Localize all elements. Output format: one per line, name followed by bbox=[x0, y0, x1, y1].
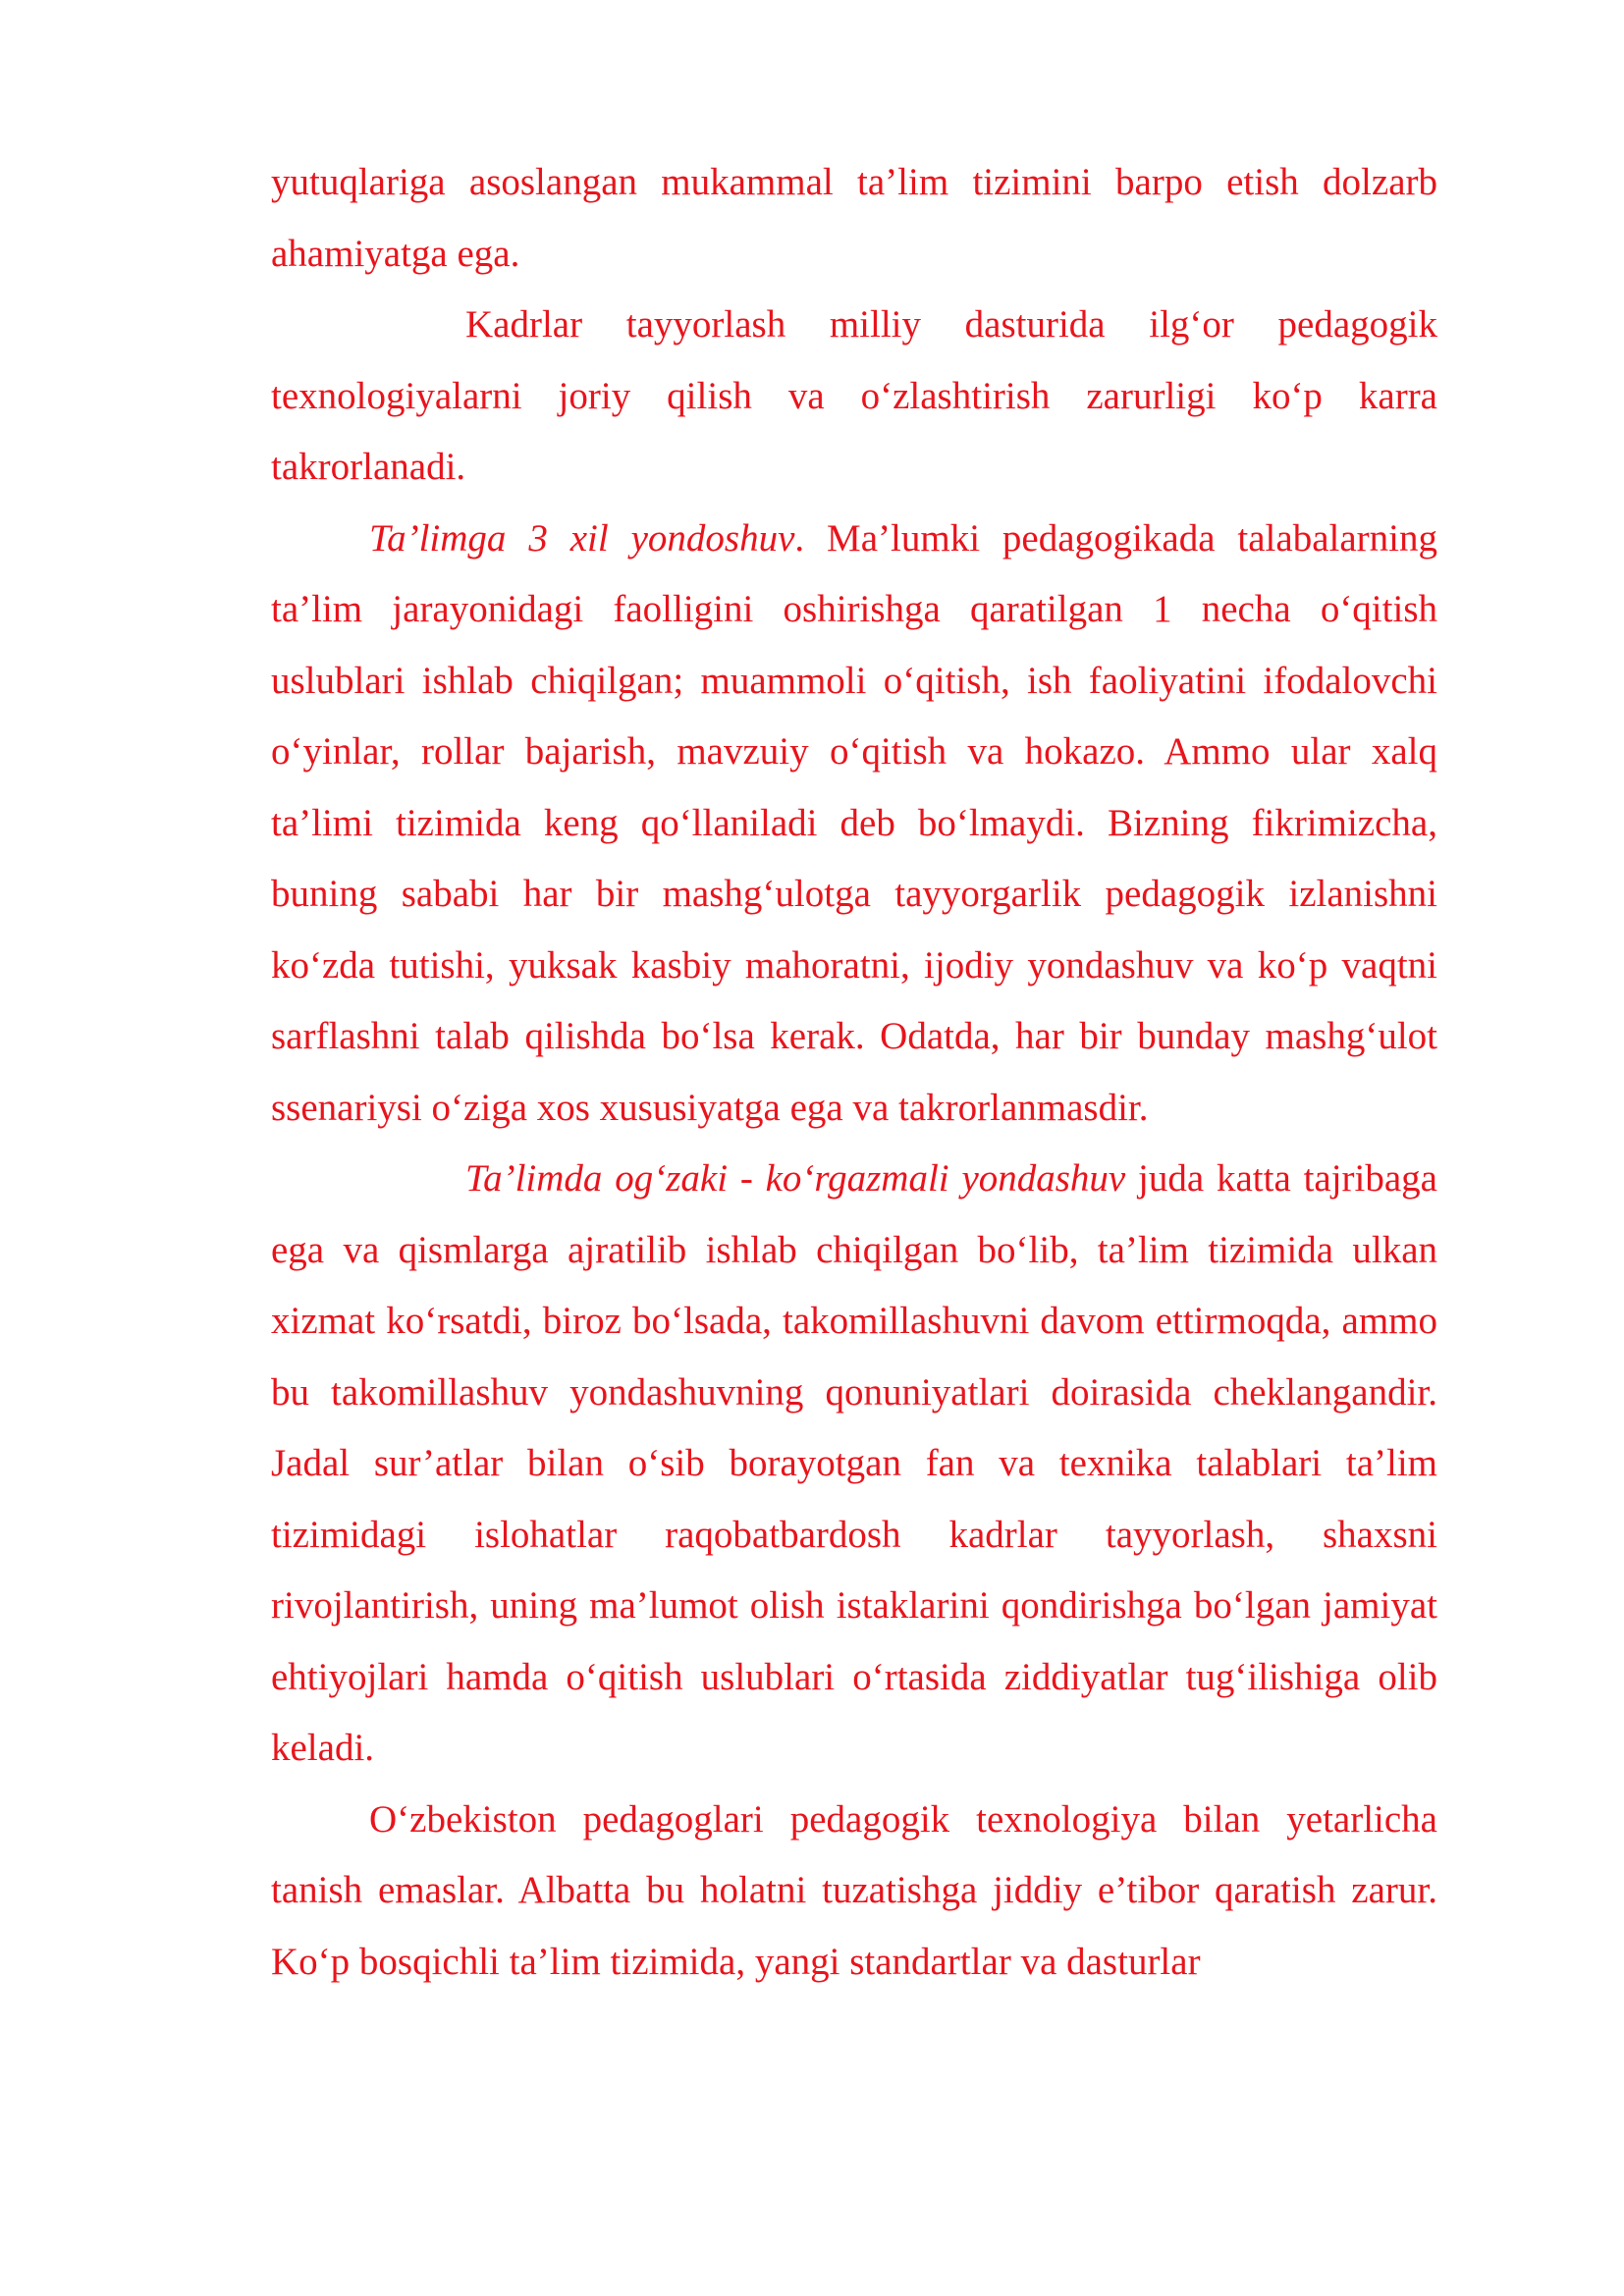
paragraph-1 bbox=[271, 147, 1437, 290]
paragraph-3 bbox=[271, 504, 1437, 1145]
paragraph-4-text: juda katta tajribaga ega va qismlarga ajratilib ishlab chiqilgan bo‘lib, ta’lim tizimida ulkan xizmat ko‘rsatdi, biroz bo‘lsada, takomillashuvni davom ettirmoqda, ammo bu takomillashuv yondashuvning qonuniyatlari doirasida cheklangandir. Jadal sur’atlar bilan o‘sib borayotgan fan va texnika talablari ta’lim tizimidagi islohatlar raqobatbardosh kadrlar tayyorlash, shaxsni rivojlantirish, uning ma’lumot olish istaklarini qondirishga bo‘lgan jamiyat ehtiyojlari hamda o‘qitish uslublari o‘rtasida ziddiyatlar tug‘ilishiga olib keladi. bbox=[271, 1157, 1437, 1769]
paragraph-4 bbox=[271, 1144, 1437, 1785]
paragraph-5 bbox=[271, 1785, 1437, 1999]
paragraph-2 bbox=[271, 290, 1437, 504]
paragraph-1-text: yutuqlariga asoslangan mukammal ta’lim tizimini barpo etish dolzarb ahamiyatga ega. bbox=[271, 161, 1437, 275]
paragraph-3-heading: Ta’limga 3 xil yondoshuv bbox=[369, 516, 795, 560]
paragraph-3-text: . Ma’lumki pedagogikada talabalarning ta’lim jarayonidagi faolligini oshirishga qaratilgan 1 necha o‘qitish uslublari ishlab chiqilgan; muammoli o‘qitish, ish faoliyatini ifodalovchi o‘yinlar, rollar bajarish, mavzuiy o‘qitish va hokazo. Ammo ular xalq ta’limi tizimida keng qo‘llaniladi deb bo‘lmaydi. Bizning fikrimizcha, buning sababi har bir mashg‘ulotga tayyorgarlik pedagogik izlanishni ko‘zda tutishi, yuksak kasbiy mahoratni, ijodiy yondashuv va ko‘p vaqtni sarflashni talab qilishda bo‘lsa kerak. Odatda, har bir bunday mashg‘ulot ssenariysi o‘ziga xos xususiyatga ega va takrorlanmasdir. bbox=[271, 516, 1437, 1129]
paragraph-2-text: Kadrlar tayyorlash milliy dasturida ilg‘or pedagogik texnologiyalarni joriy qilish va o‘zlashtirish zarurligi ko‘p karra takrorlanadi. bbox=[271, 303, 1437, 488]
paragraph-5-text: O‘zbekiston pedagoglari pedagogik texnologiya bilan yetarlicha tanish emaslar. Albatta bu holatni tuzatishga jiddiy e’tibor qaratish zarur. Ko‘p bosqichli ta’lim tizimida, yangi standartlar va dasturlar bbox=[271, 1797, 1437, 1983]
paragraph-4-heading: Ta’limda og‘zaki - ko‘rgazmali yondashuv bbox=[465, 1157, 1126, 1200]
document-body bbox=[271, 147, 1437, 1998]
